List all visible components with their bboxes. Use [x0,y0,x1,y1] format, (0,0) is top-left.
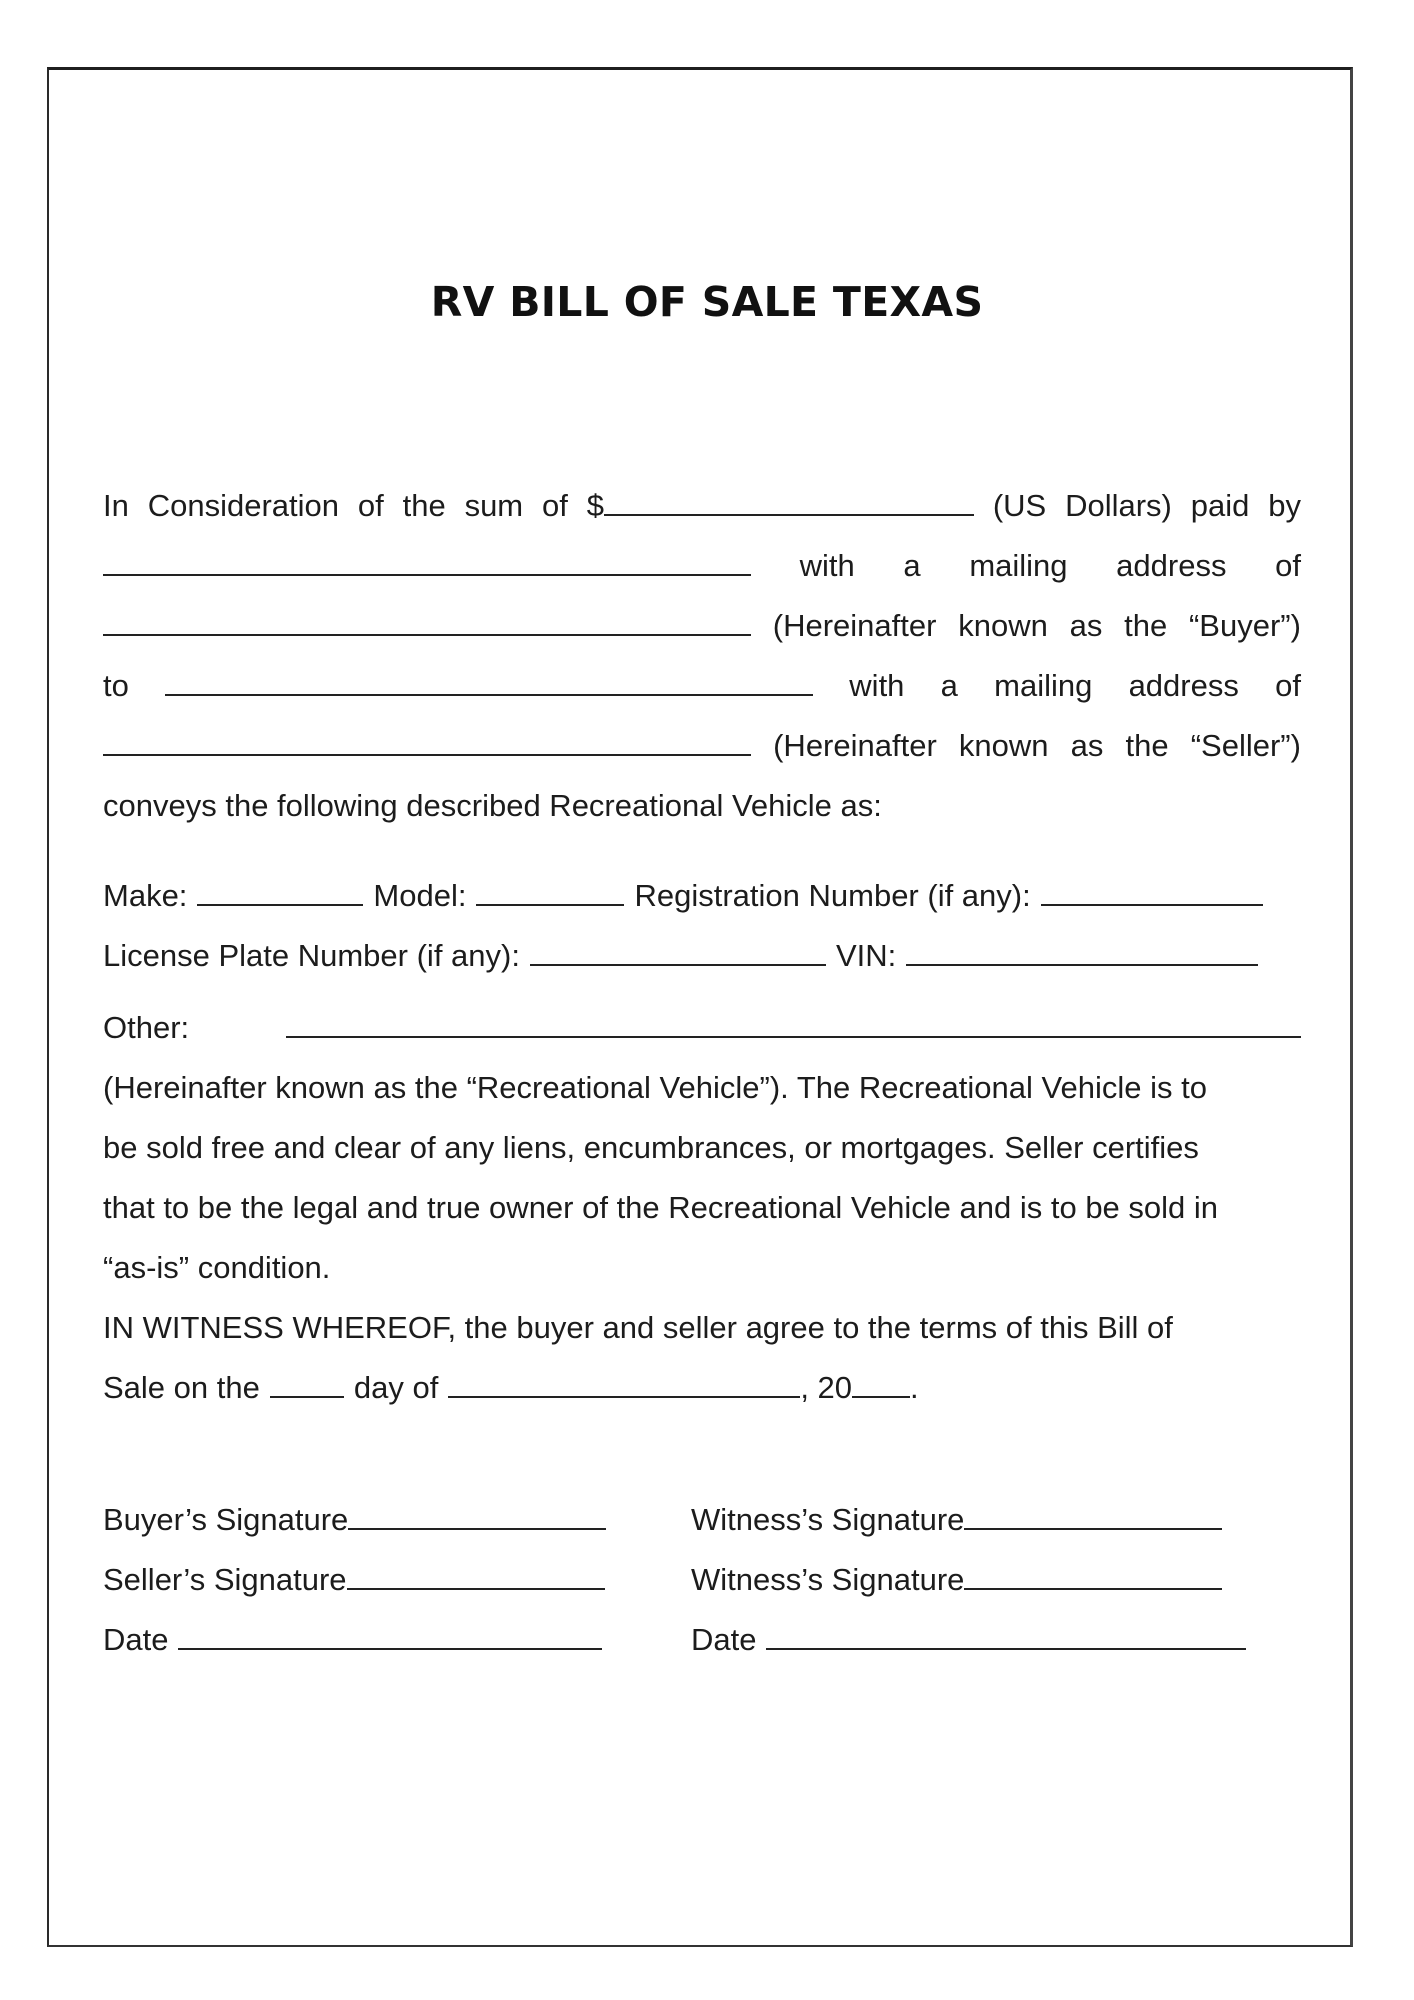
text: a [903,548,921,583]
text: (Hereinafter [772,608,937,643]
witness2-signature-blank[interactable] [964,1552,1222,1590]
conveys-line [103,776,1301,836]
date-right-label: Date [691,1622,757,1657]
make-label: Make: [103,878,188,913]
model-blank[interactable] [476,868,624,906]
text: (Hereinafter [773,728,937,763]
consideration-line [103,476,1301,536]
buyer-signature-blank[interactable] [348,1492,606,1530]
witness-line-1 [103,1298,1301,1358]
other-label: Other: [103,1010,190,1045]
witness2-signature-label: Witness’s Signature [691,1562,965,1597]
text: the [1125,728,1169,763]
seller-signature-line [103,1550,605,1610]
text: paid [1190,488,1250,523]
text: “Seller”) [1190,728,1301,763]
text: $ [586,488,604,523]
day-blank[interactable] [270,1360,344,1398]
text: known [958,728,1049,763]
terms-line-2 [103,1118,1301,1178]
terms-line-1 [103,1058,1301,1118]
text: sum [464,488,524,523]
text: “as-is” condition. [103,1250,331,1285]
other-blank[interactable] [286,1000,1301,1038]
registration-blank[interactable] [1041,868,1263,906]
plate-vin-line [103,926,1301,986]
text: IN WITNESS WHEREOF, the buyer and seller agree to the terms of this Bill of [103,1310,1173,1345]
text: , 20 [800,1370,853,1405]
text: address [1116,548,1227,583]
seller-address-blank[interactable] [103,718,751,756]
date-right-line [691,1610,1246,1670]
text: conveys the following described Recreational Vehicle as: [103,788,882,823]
buyer-address-blank[interactable] [103,598,751,636]
text: mailing [969,548,1068,583]
buyer-address-line [103,596,1301,656]
terms-line-4 [103,1238,1301,1298]
buyer-signature-line [103,1490,606,1550]
date-left-line [103,1610,602,1670]
text: (Hereinafter known as the “Recreational Vehicle”). The Recreational Vehicle is to [103,1070,1207,1105]
text: of [542,488,568,523]
registration-label: Registration Number (if any): [634,878,1031,913]
text: be sold free and clear of any liens, encumbrances, or mortgages. Seller certifies [103,1130,1199,1165]
witness1-signature-label: Witness’s Signature [691,1502,965,1537]
seller-signature-blank[interactable] [347,1552,605,1590]
text: the [402,488,446,523]
plate-blank[interactable] [530,928,826,966]
text: by [1268,488,1301,523]
month-blank[interactable] [448,1360,800,1398]
document-title: RV BILL OF SALE TEXAS [430,278,984,326]
date-right-blank[interactable] [766,1612,1246,1650]
text: the [1124,608,1168,643]
date-left-blank[interactable] [178,1612,602,1650]
year-blank[interactable] [852,1360,910,1398]
seller-name-blank[interactable] [165,658,813,696]
text: “Buyer”) [1188,608,1301,643]
text: with [849,668,905,703]
text: as [1070,728,1104,763]
text: In [103,488,129,523]
text: day of [353,1370,439,1405]
make-blank[interactable] [197,868,363,906]
text: known [958,608,1048,643]
text: mailing [994,668,1093,703]
vin-blank[interactable] [906,928,1258,966]
text: that to be the legal and true owner of the Recreational Vehicle and is to be sold in [103,1190,1219,1225]
text: Sale on the [103,1370,260,1405]
text: with [799,548,855,583]
text: of [357,488,384,523]
text: of [1275,548,1301,583]
other-line [103,998,1301,1058]
make-model-line [103,866,1301,926]
text: . [910,1370,919,1405]
text: as [1069,608,1103,643]
seller-signature-label: Seller’s Signature [103,1562,347,1597]
text: address [1128,668,1239,703]
terms-line-3 [103,1178,1301,1238]
buyer-signature-label: Buyer’s Signature [103,1502,349,1537]
sum-blank[interactable] [604,478,974,516]
witness-line-2 [103,1358,1301,1418]
text: (US [992,488,1047,523]
seller-address-line [103,716,1301,776]
seller-name-line [103,656,1301,716]
buyer-name-blank[interactable] [103,538,751,576]
witness1-signature-line [691,1490,1222,1550]
plate-label: License Plate Number (if any): [103,938,520,973]
text: of [1275,668,1301,703]
date-left-label: Date [103,1622,169,1657]
text: a [940,668,958,703]
text: to [103,668,129,703]
buyer-name-line [103,536,1301,596]
model-label: Model: [373,878,467,913]
witness2-signature-line [691,1550,1222,1610]
vin-label: VIN: [835,938,897,973]
witness1-signature-blank[interactable] [964,1492,1222,1530]
text: Dollars) [1065,488,1172,523]
text: Consideration [147,488,340,523]
